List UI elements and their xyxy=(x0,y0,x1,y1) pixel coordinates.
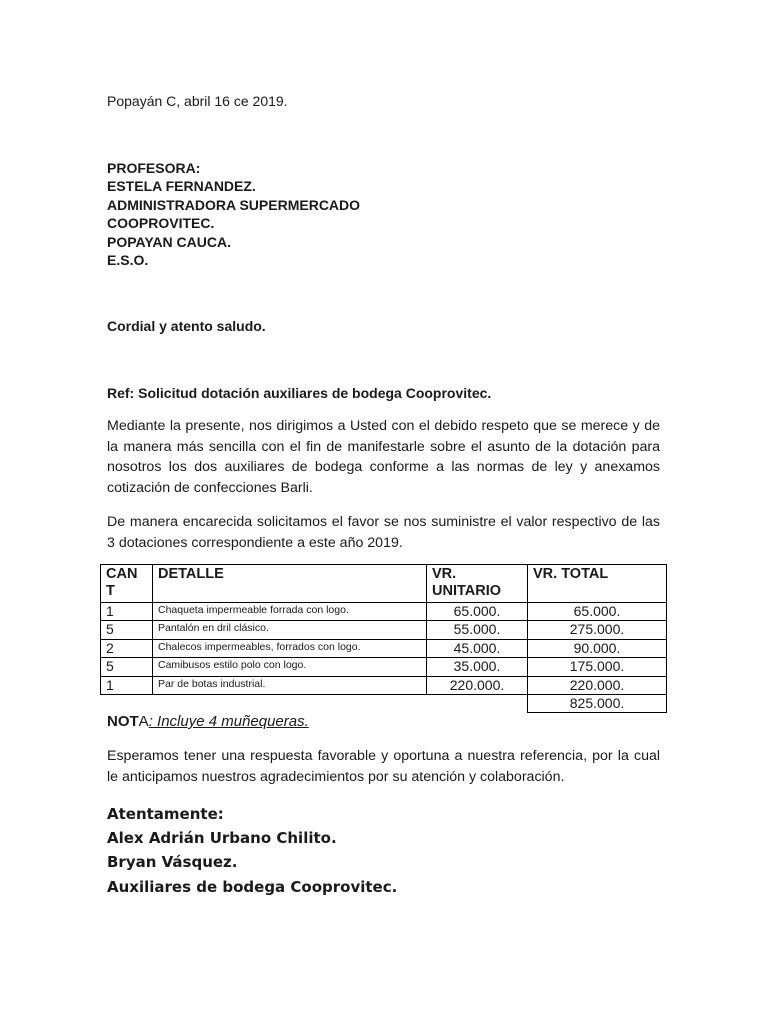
cell-total: 175.000. xyxy=(528,658,667,676)
recipient-block xyxy=(107,159,360,269)
recipient-line: ESTELA FERNANDEZ. xyxy=(107,178,256,195)
table-row xyxy=(101,676,667,694)
paragraph-intro: Mediante la presente, nos dirigimos a Usted con el debido respeto que se merece y de la manera más sencilla con el fin de manifestarle sobre el asunto de la dotación para nosotros los dos auxiliares de bodega conforme a las normas de ley y anexamos cotización de confecciones Barli. xyxy=(107,418,660,496)
note-line xyxy=(107,713,309,730)
cell-total: 220.000. xyxy=(528,676,667,694)
date-line: Popayán C, abril 16 ce 2019. xyxy=(107,93,288,109)
cell-detalle: Chaqueta impermeable forrada con logo. xyxy=(153,603,427,621)
cell-unitario: 220.000. xyxy=(427,676,528,694)
cell-detalle: Par de botas industrial. xyxy=(153,676,427,694)
signer-name: Bryan Vásquez. xyxy=(107,853,238,872)
table-total-row xyxy=(101,694,667,712)
table-row xyxy=(101,603,667,621)
cell-total: 90.000. xyxy=(528,639,667,657)
closing-line: Atentamente: xyxy=(107,805,224,823)
note-text: : Incluye 4 muñequeras. xyxy=(148,713,309,730)
header-detalle: DETALLE xyxy=(153,565,427,603)
header-unitario: VR. UNITARIO xyxy=(427,565,528,603)
signer-role: Auxiliares de bodega Cooprovitec. xyxy=(107,877,398,896)
paragraph-closing: Esperamos tener una respuesta favorable y oportuna a nuestra referencia, por la cual le anticipamos nuestros agradecimientos por su atención y colaboración. xyxy=(107,748,660,785)
greeting: Cordial y atento saludo. xyxy=(107,318,266,334)
recipient-line: ADMINISTRADORA SUPERMERCADO xyxy=(107,196,361,213)
table-row xyxy=(101,658,667,676)
cell-total: 275.000. xyxy=(528,621,667,639)
recipient-line: PROFESORA: xyxy=(107,160,201,176)
note-label-tail: A xyxy=(138,713,149,730)
recipient-line: COOPROVITEC. xyxy=(107,215,215,232)
signer-name: Alex Adrián Urbano Chilito. xyxy=(107,829,337,848)
cell-detalle: Camibusos estilo polo con logo. xyxy=(153,658,427,676)
header-cant: CAN T xyxy=(101,565,153,603)
table-row xyxy=(101,639,667,657)
quotation-table xyxy=(100,564,667,713)
cell-detalle: Pantalón en dril clásico. xyxy=(153,621,427,639)
cell-unitario: 65.000. xyxy=(427,603,528,621)
cell-total: 65.000. xyxy=(528,603,667,621)
cell-unitario: 35.000. xyxy=(427,658,528,676)
cell-cant: 5 xyxy=(101,658,153,676)
cell-cant: 1 xyxy=(101,676,153,694)
signature-block xyxy=(107,802,397,899)
reference-line: Ref: Solicitud dotación auxiliares de bodega Cooprovitec. xyxy=(107,385,492,401)
grand-total: 825.000. xyxy=(528,694,667,712)
table-row xyxy=(101,621,667,639)
cell-unitario: 45.000. xyxy=(427,639,528,657)
table-header-row xyxy=(101,565,667,603)
recipient-line: POPAYAN CAUCA. xyxy=(107,233,231,250)
cell-detalle: Chalecos impermeables, forrados con logo. xyxy=(153,639,427,657)
cell-cant: 1 xyxy=(101,603,153,621)
cell-cant: 2 xyxy=(101,639,153,657)
note-label: NOT xyxy=(107,713,139,730)
cell-cant: 5 xyxy=(101,621,153,639)
recipient-line: E.S.O. xyxy=(107,252,149,269)
paragraph-request: De manera encarecida solicitamos el favor se nos suministre el valor respectivo de las 3 dotaciones correspondiente a este año 2019. xyxy=(107,514,660,551)
header-total: VR. TOTAL xyxy=(528,565,667,603)
cell-unitario: 55.000. xyxy=(427,621,528,639)
